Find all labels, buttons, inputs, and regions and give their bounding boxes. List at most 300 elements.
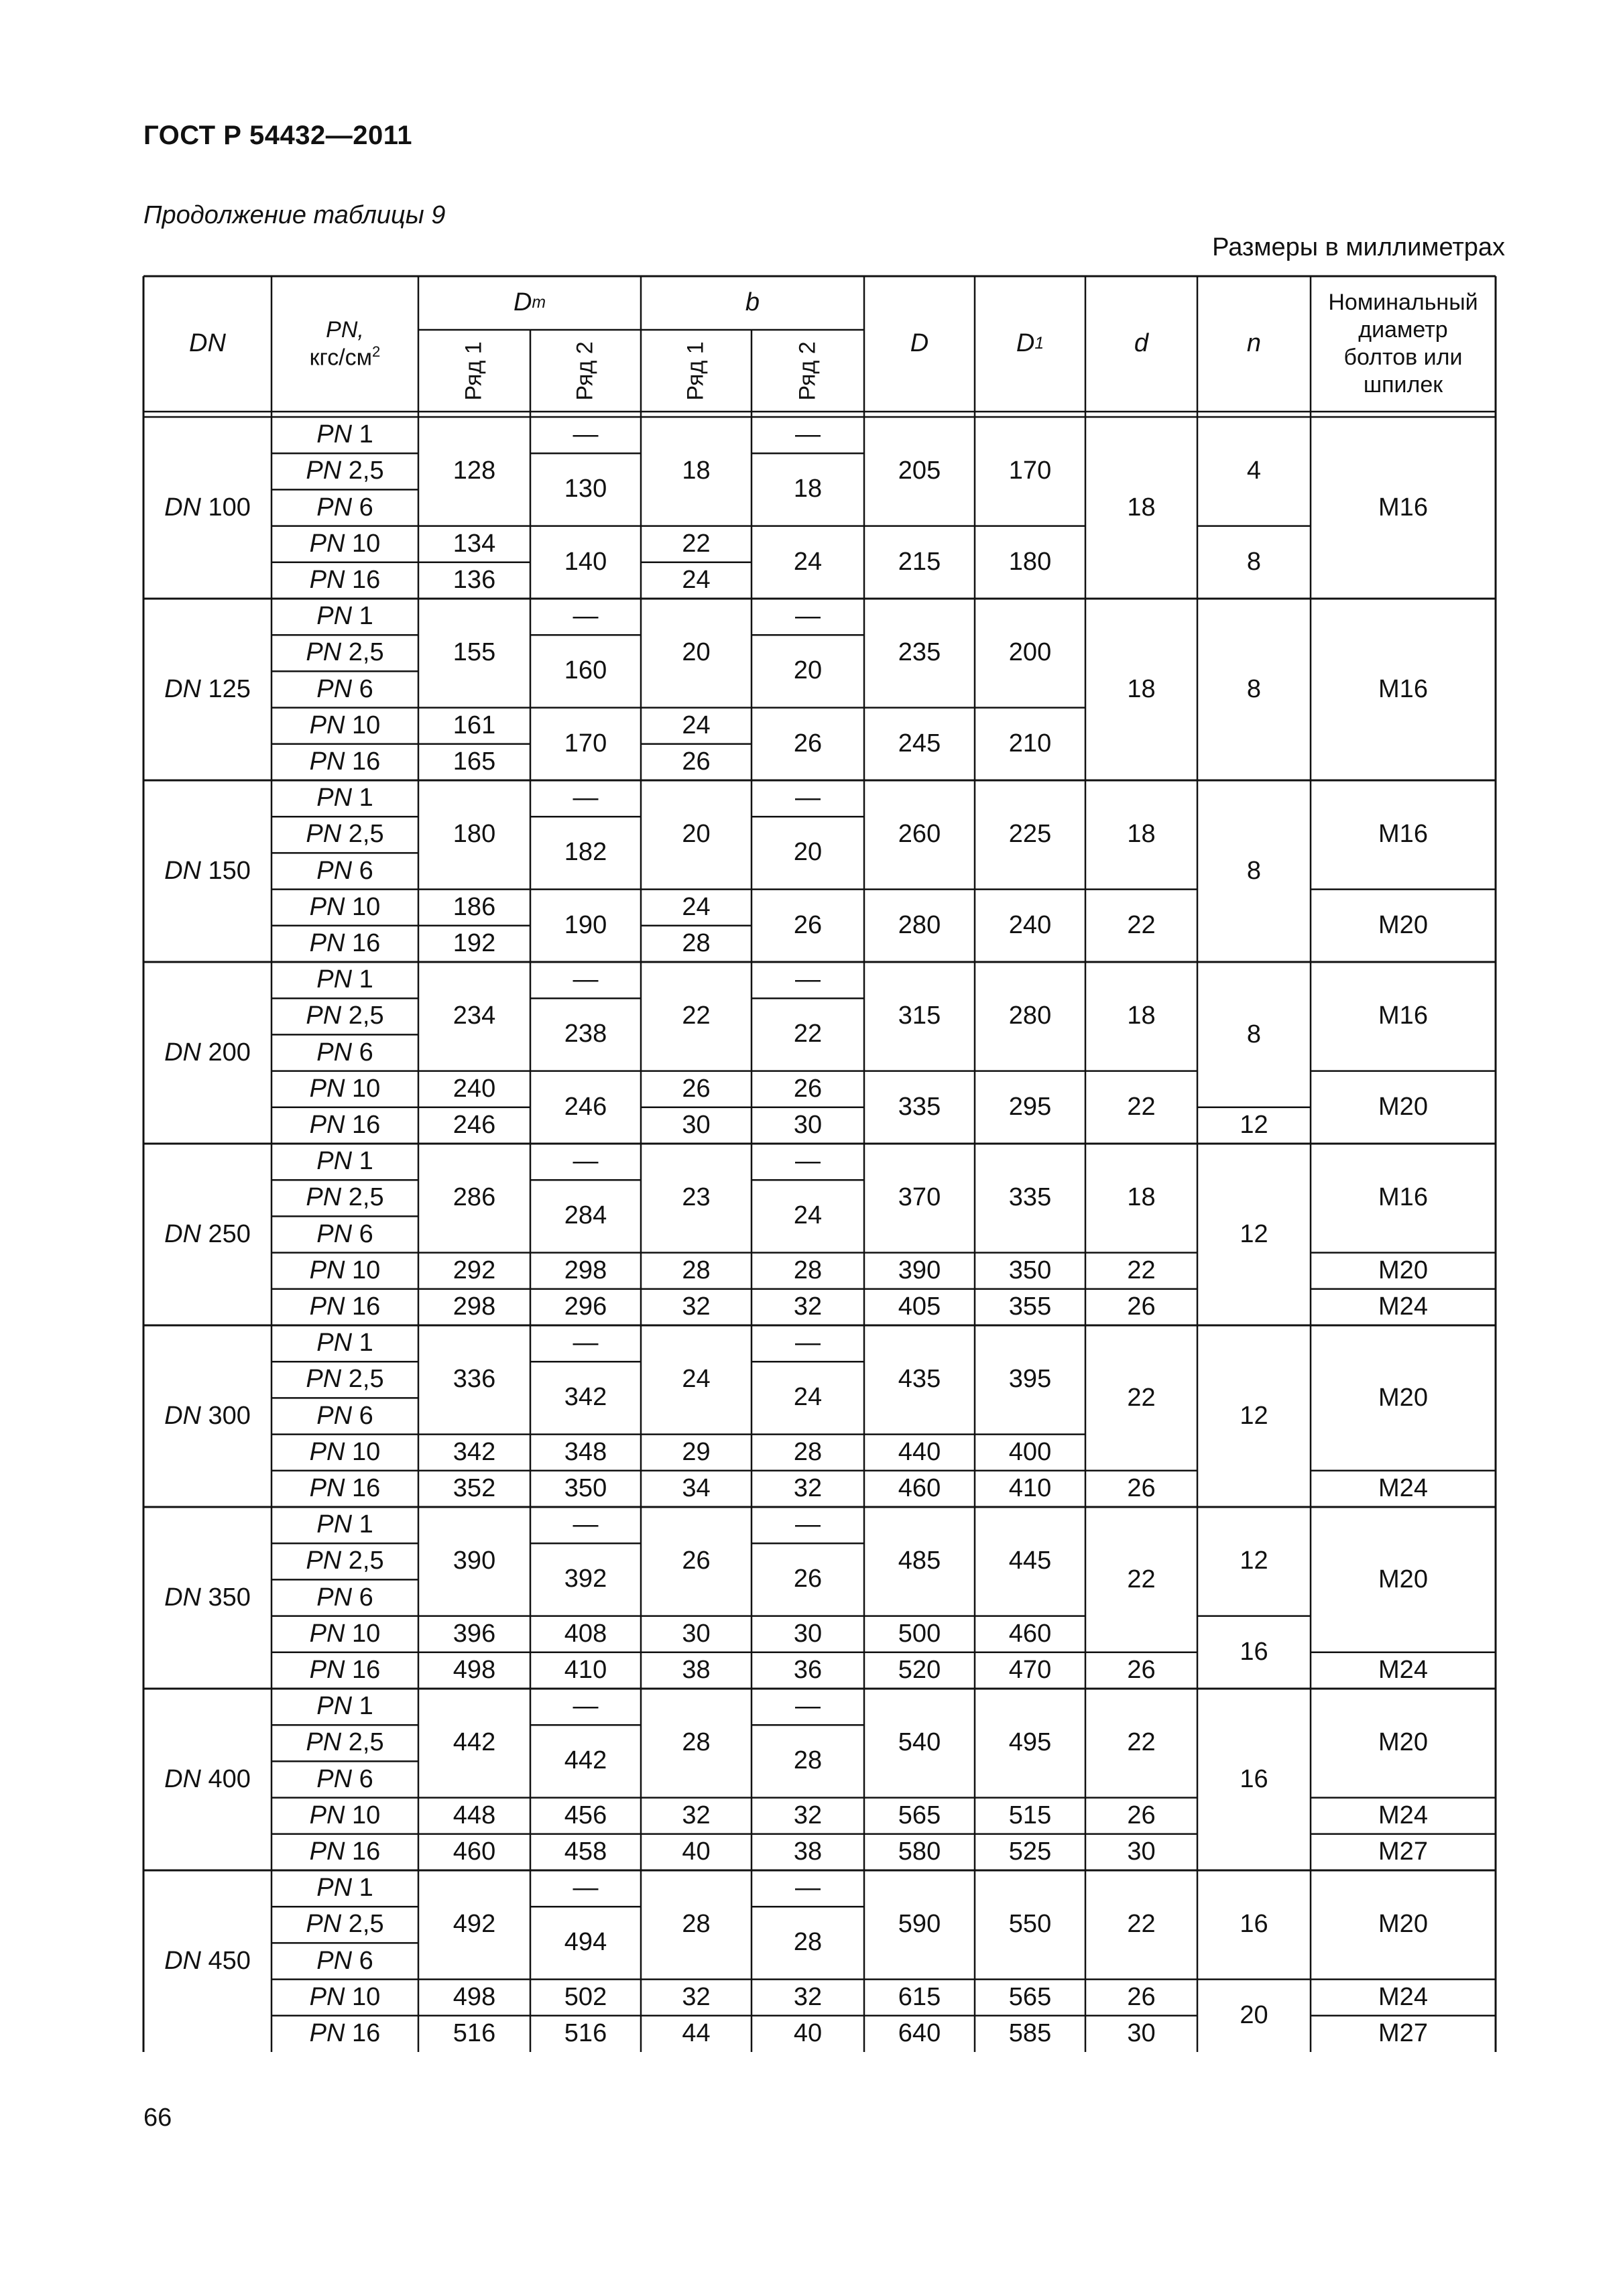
pn-cell xyxy=(272,1362,418,1398)
b2-value: — xyxy=(795,1510,821,1539)
D1-value: 395 xyxy=(1008,1365,1052,1394)
D1-cell xyxy=(975,1071,1085,1144)
dm1-cell xyxy=(418,1289,530,1325)
b1-value: 20 xyxy=(682,638,711,667)
dn-label: DN xyxy=(189,329,226,358)
pn-cell xyxy=(272,1471,418,1507)
D1-cell xyxy=(975,2016,1085,2052)
n-value: 8 xyxy=(1246,674,1262,703)
d-cell xyxy=(1085,2016,1197,2052)
pn-space xyxy=(345,1475,352,1503)
D-value: 500 xyxy=(898,1619,941,1648)
dm1-value: 342 xyxy=(453,1437,496,1466)
dm2-cell xyxy=(530,890,641,962)
bolt-value: M27 xyxy=(1378,2018,1428,2047)
dm1-cell xyxy=(418,1652,530,1689)
dn-prefix: DN xyxy=(164,1764,201,1793)
D-value: 440 xyxy=(898,1437,941,1466)
dm-row2-label: Ряд 2 xyxy=(573,341,599,401)
dn-space xyxy=(201,494,208,522)
pn-prefix: PN xyxy=(306,1547,342,1575)
dm2-value: 410 xyxy=(564,1655,607,1684)
b2-cell xyxy=(752,708,864,780)
n-value: 8 xyxy=(1246,547,1262,576)
D1-cell xyxy=(975,1689,1085,1798)
b2-cell xyxy=(752,1471,864,1507)
dm1-cell xyxy=(418,1144,530,1253)
n-value: 8 xyxy=(1246,856,1262,885)
D1-value: 180 xyxy=(1008,547,1052,576)
b1-cell xyxy=(641,417,752,526)
pn-space xyxy=(345,2020,352,2048)
n-cell xyxy=(1197,780,1311,962)
bolt-value: M24 xyxy=(1378,1473,1428,1502)
pn-space xyxy=(352,784,359,812)
pn-cell xyxy=(272,1761,418,1797)
pn-prefix: PN xyxy=(316,493,353,522)
dm2-cell xyxy=(530,1798,641,1834)
b1-value: 28 xyxy=(682,1910,711,1939)
D1-value: 295 xyxy=(1008,1092,1052,1121)
b2-cell xyxy=(752,1725,864,1797)
b1-cell xyxy=(641,1616,752,1652)
D1-cell xyxy=(975,962,1085,1071)
b1-value: 44 xyxy=(682,2018,711,2047)
bolt-cell xyxy=(1311,599,1496,780)
dm1-value: 155 xyxy=(453,638,496,667)
pn-prefix: PN xyxy=(316,1510,353,1539)
pn-cell xyxy=(272,853,418,889)
dm2-cell xyxy=(530,1980,641,2016)
dm2-cell xyxy=(530,599,641,635)
dm1-value: 460 xyxy=(453,1837,496,1866)
pn-value: 16 xyxy=(352,1473,381,1502)
b2-cell xyxy=(752,635,864,707)
dm2-cell xyxy=(530,1616,641,1652)
pn-space xyxy=(341,1366,349,1394)
dm2-value: 456 xyxy=(564,1801,607,1829)
D-cell xyxy=(864,599,975,708)
pn-cell xyxy=(272,1216,418,1252)
b1-cell xyxy=(641,1144,752,1253)
dm1-value: 234 xyxy=(453,1002,496,1030)
dm2-cell xyxy=(530,962,641,998)
bolt-cell xyxy=(1311,1834,1496,1870)
D1-cell xyxy=(975,780,1085,890)
d-value: 30 xyxy=(1127,2018,1156,2047)
b2-cell xyxy=(752,962,864,998)
b2-value: 28 xyxy=(793,1746,823,1775)
pn-value: 6 xyxy=(359,1946,373,1975)
D-value: 390 xyxy=(898,1256,941,1284)
pn-prefix: PN xyxy=(306,1183,342,1212)
dm2-cell xyxy=(530,1834,641,1870)
pn-space xyxy=(352,1766,359,1794)
pn-cell xyxy=(272,1543,418,1579)
dm2-value: 502 xyxy=(564,1982,607,2011)
dn-space xyxy=(201,1584,208,1612)
dm1-cell xyxy=(418,1471,530,1507)
dm2-cell xyxy=(530,1471,641,1507)
dm2-value: — xyxy=(573,1874,599,1902)
dm1-value: 498 xyxy=(453,1655,496,1684)
pn-space xyxy=(345,1075,352,1103)
pn-prefix: PN xyxy=(316,1874,353,1902)
dm1-value: 516 xyxy=(453,2018,496,2047)
pn-cell xyxy=(272,890,418,926)
pn-cell xyxy=(272,708,418,744)
b1-value: 34 xyxy=(682,1473,711,1502)
pn-prefix: PN xyxy=(309,711,345,739)
pn-cell xyxy=(272,1253,418,1289)
dm2-cell xyxy=(530,708,641,780)
n-label: n xyxy=(1246,329,1262,358)
bolt-cell xyxy=(1311,1980,1496,2016)
dm1-value: 292 xyxy=(453,1256,496,1284)
d-value: 18 xyxy=(1127,674,1156,703)
b2-cell xyxy=(752,817,864,889)
b1-cell xyxy=(641,1507,752,1616)
D-value: 235 xyxy=(898,638,941,667)
b2-cell xyxy=(752,1507,864,1543)
D1-cell xyxy=(975,1253,1085,1289)
d-value: 22 xyxy=(1127,1092,1156,1121)
dm2-value: 182 xyxy=(564,838,607,867)
pn-cell xyxy=(272,1398,418,1434)
pn-space xyxy=(345,748,352,776)
pn-value: 2,5 xyxy=(348,1728,384,1757)
D-value: 280 xyxy=(898,910,941,939)
d-cell xyxy=(1085,962,1197,1071)
n-cell xyxy=(1197,526,1311,599)
pn-prefix: PN xyxy=(309,928,345,957)
bolt-value: M20 xyxy=(1378,910,1428,939)
b2-cell xyxy=(752,1107,864,1144)
pn-cell xyxy=(272,1579,418,1616)
b2-cell xyxy=(752,1543,864,1616)
b1-cell xyxy=(641,1870,752,1980)
b1-cell xyxy=(641,744,752,780)
column-header-nominal-diameter xyxy=(1311,276,1496,412)
dm2-cell xyxy=(530,1253,641,1289)
d-value: 26 xyxy=(1127,1292,1156,1321)
dm1-value: 442 xyxy=(453,1728,496,1757)
dm1-value: 492 xyxy=(453,1910,496,1939)
d-cell xyxy=(1085,599,1197,780)
D1-cell xyxy=(975,417,1085,526)
dm2-value: 442 xyxy=(564,1746,607,1775)
dn-prefix: DN xyxy=(164,1401,201,1430)
dn-prefix: DN xyxy=(164,1946,201,1975)
pn-space xyxy=(345,712,352,740)
b2-value: — xyxy=(795,965,821,994)
b1-cell xyxy=(641,1652,752,1689)
b2-cell xyxy=(752,780,864,817)
pn-value: 6 xyxy=(359,1401,373,1430)
bolt-value: M24 xyxy=(1378,1292,1428,1321)
n-value: 12 xyxy=(1240,1110,1268,1139)
pn-space xyxy=(352,603,359,631)
pn-prefix: PN xyxy=(306,820,342,849)
n-cell xyxy=(1197,1689,1311,1870)
D-cell xyxy=(864,1325,975,1435)
D1-value: 565 xyxy=(1008,1982,1052,2011)
D-value: 460 xyxy=(898,1473,941,1502)
pn-value: 2,5 xyxy=(348,820,384,849)
d-cell xyxy=(1085,1834,1197,1870)
n-cell xyxy=(1197,1325,1311,1507)
pn-space xyxy=(345,1439,352,1467)
pn-value: 10 xyxy=(352,1256,381,1284)
dn-value: 400 xyxy=(208,1764,251,1793)
d-label: d xyxy=(1134,329,1149,358)
dm2-value: — xyxy=(573,602,599,631)
D-cell xyxy=(864,1471,975,1507)
pn-space xyxy=(352,1221,359,1249)
b2-cell xyxy=(752,1907,864,1979)
b1-cell xyxy=(641,962,752,1071)
pn-value: 16 xyxy=(352,1837,381,1866)
pn-prefix: PN xyxy=(309,1655,345,1684)
pn-prefix: PN xyxy=(306,457,342,485)
pn-prefix: PN xyxy=(309,565,345,594)
dm1-cell xyxy=(418,1253,530,1289)
b1-cell xyxy=(641,1471,752,1507)
D-cell xyxy=(864,1980,975,2016)
pn-value: 16 xyxy=(352,928,381,957)
dm2-value: 296 xyxy=(564,1292,607,1321)
pn-prefix: PN xyxy=(316,1329,353,1357)
bolt-cell xyxy=(1311,1689,1496,1798)
b2-cell xyxy=(752,1362,864,1434)
D1-value: 335 xyxy=(1008,1183,1052,1212)
dm1-value: 396 xyxy=(453,1619,496,1648)
dm2-cell xyxy=(530,1652,641,1689)
column-header-b xyxy=(641,276,864,330)
pn-space xyxy=(345,894,352,922)
D1-value: 240 xyxy=(1008,910,1052,939)
dn-cell xyxy=(143,599,272,780)
D1-value: 495 xyxy=(1008,1728,1052,1757)
b2-value: 20 xyxy=(793,838,823,867)
d-cell xyxy=(1085,417,1197,599)
dm2-value: 458 xyxy=(564,1837,607,1866)
bolt-value: M20 xyxy=(1378,1383,1428,1412)
pn-value: 2,5 xyxy=(348,1910,384,1939)
pn-prefix: PN xyxy=(316,1038,353,1067)
pn-cell xyxy=(272,1289,418,1325)
pn-prefix: PN xyxy=(309,747,345,776)
dm2-value: 350 xyxy=(564,1473,607,1502)
b1-value: 30 xyxy=(682,1619,711,1648)
dn-prefix: DN xyxy=(164,1038,201,1067)
pn-cell xyxy=(272,744,418,780)
pn-space xyxy=(352,857,359,886)
dm2-value: — xyxy=(573,1692,599,1721)
D1-value: 210 xyxy=(1008,729,1052,758)
pn-space xyxy=(341,1184,349,1212)
D1-value: 225 xyxy=(1008,820,1052,849)
dm2-cell xyxy=(530,1071,641,1144)
pn-prefix: PN xyxy=(309,529,345,558)
dn-prefix: DN xyxy=(164,1219,201,1248)
pn-space xyxy=(352,1039,359,1067)
pn-space xyxy=(352,1947,359,1976)
b2-value: 32 xyxy=(793,1292,823,1321)
pn-prefix: PN xyxy=(309,1256,345,1284)
dm1-value: 161 xyxy=(453,711,496,739)
b-row2-label: Ряд 2 xyxy=(794,341,821,401)
d-value: 18 xyxy=(1127,493,1156,522)
pn-space xyxy=(352,421,359,449)
pn-value: 16 xyxy=(352,565,381,594)
column-header-pn xyxy=(272,276,418,412)
bolt-cell xyxy=(1311,1144,1496,1253)
bolt-cell xyxy=(1311,1253,1496,1289)
b1-value: 26 xyxy=(682,1074,711,1103)
dm1-cell xyxy=(418,1980,530,2016)
dn-space xyxy=(201,676,208,704)
dm1-cell xyxy=(418,890,530,926)
pn-prefix: PN xyxy=(309,1837,345,1866)
dm2-cell xyxy=(530,817,641,889)
b1-cell xyxy=(641,1253,752,1289)
dn-cell xyxy=(143,1507,272,1689)
pn-prefix: PN xyxy=(306,1910,342,1939)
dm2-cell xyxy=(530,1870,641,1907)
b1-cell xyxy=(641,1980,752,2016)
pn-prefix: PN xyxy=(316,1764,353,1793)
b1-cell xyxy=(641,890,752,926)
D-value: 405 xyxy=(898,1292,941,1321)
pn-cell xyxy=(272,1435,418,1471)
n-value: 16 xyxy=(1240,1910,1268,1939)
dm2-cell xyxy=(530,453,641,526)
b2-cell xyxy=(752,2016,864,2052)
pn-space xyxy=(352,1402,359,1431)
D-cell xyxy=(864,1616,975,1652)
dm1-value: 390 xyxy=(453,1547,496,1575)
pn-prefix: PN xyxy=(309,2018,345,2047)
b2-value: 36 xyxy=(793,1655,823,1684)
pn-value: 6 xyxy=(359,674,373,703)
dm1-value: 136 xyxy=(453,565,496,594)
b2-cell xyxy=(752,1870,864,1907)
b1-cell xyxy=(641,1798,752,1834)
dm1-cell xyxy=(418,926,530,962)
bolt-value: M16 xyxy=(1378,1002,1428,1030)
bolt-value: M24 xyxy=(1378,1655,1428,1684)
dm1-value: 186 xyxy=(453,892,496,921)
bolt-cell xyxy=(1311,1652,1496,1689)
b2-value: 20 xyxy=(793,656,823,685)
pn-prefix: PN xyxy=(316,1946,353,1975)
b1-value: 20 xyxy=(682,820,711,849)
pn-unit-exponent: 2 xyxy=(372,343,381,361)
b2-value: 26 xyxy=(793,910,823,939)
D-cell xyxy=(864,1507,975,1616)
b2-value: 32 xyxy=(793,1982,823,2011)
pn-space xyxy=(352,1511,359,1539)
dm2-value: 516 xyxy=(564,2018,607,2047)
d-cell xyxy=(1085,780,1197,890)
d-value: 22 xyxy=(1127,910,1156,939)
pn-cell xyxy=(272,1034,418,1071)
bolt-value: M16 xyxy=(1378,1183,1428,1212)
bolt-cell xyxy=(1311,780,1496,890)
D1-value: 445 xyxy=(1008,1547,1052,1575)
d-value: 22 xyxy=(1127,1728,1156,1757)
dm1-cell xyxy=(418,780,530,890)
pn-cell xyxy=(272,780,418,817)
b2-cell xyxy=(752,1798,864,1834)
b2-value: — xyxy=(795,784,821,812)
pn-cell xyxy=(272,1180,418,1216)
D-cell xyxy=(864,1289,975,1325)
D-cell xyxy=(864,526,975,599)
pn-prefix: PN xyxy=(306,1002,342,1030)
bolt-cell xyxy=(1311,1507,1496,1652)
b2-value: 40 xyxy=(793,2018,823,2047)
D-value: 485 xyxy=(898,1547,941,1575)
pn-cell xyxy=(272,562,418,599)
D-cell xyxy=(864,1870,975,1980)
pn-cell xyxy=(272,1507,418,1543)
dn-value: 200 xyxy=(208,1038,251,1067)
D-value: 370 xyxy=(898,1183,941,1212)
n-value: 12 xyxy=(1240,1401,1268,1430)
b2-value: 30 xyxy=(793,1619,823,1648)
column-header-dn xyxy=(143,276,272,412)
d-value: 18 xyxy=(1127,1002,1156,1030)
dm2-value: 160 xyxy=(564,656,607,685)
dn-prefix: DN xyxy=(164,1583,201,1612)
pn-value: 10 xyxy=(352,1437,381,1466)
bolt-value: M20 xyxy=(1378,1092,1428,1121)
pn-value: 16 xyxy=(352,747,381,776)
dm2-cell xyxy=(530,1725,641,1797)
pn-cell xyxy=(272,599,418,635)
D1-value: 410 xyxy=(1008,1473,1052,1502)
pn-prefix: PN xyxy=(316,674,353,703)
pn-value: 10 xyxy=(352,529,381,558)
d-cell xyxy=(1085,1289,1197,1325)
dn-space xyxy=(201,1766,208,1794)
pn-space xyxy=(345,1984,352,2012)
b1-cell xyxy=(641,780,752,890)
D1-value: 515 xyxy=(1008,1801,1052,1829)
pn-cell xyxy=(272,962,418,998)
dn-cell xyxy=(143,417,272,599)
pn-space xyxy=(352,1584,359,1612)
dm2-value: 190 xyxy=(564,910,607,939)
b1-value: 38 xyxy=(682,1655,711,1684)
pn-prefix: PN xyxy=(306,1365,342,1394)
pn-value: 2,5 xyxy=(348,1365,384,1394)
d-cell xyxy=(1085,1689,1197,1798)
dm2-cell xyxy=(530,1289,641,1325)
pn-value: 1 xyxy=(359,965,373,994)
D1-cell xyxy=(975,1289,1085,1325)
pn-prefix: PN xyxy=(316,784,353,812)
dn-cell xyxy=(143,962,272,1144)
pn-value: 1 xyxy=(359,420,373,449)
b2-value: 24 xyxy=(793,547,823,576)
D-value: 260 xyxy=(898,820,941,849)
n-cell xyxy=(1197,962,1311,1107)
dm2-value: — xyxy=(573,965,599,994)
pn-cell xyxy=(272,926,418,962)
